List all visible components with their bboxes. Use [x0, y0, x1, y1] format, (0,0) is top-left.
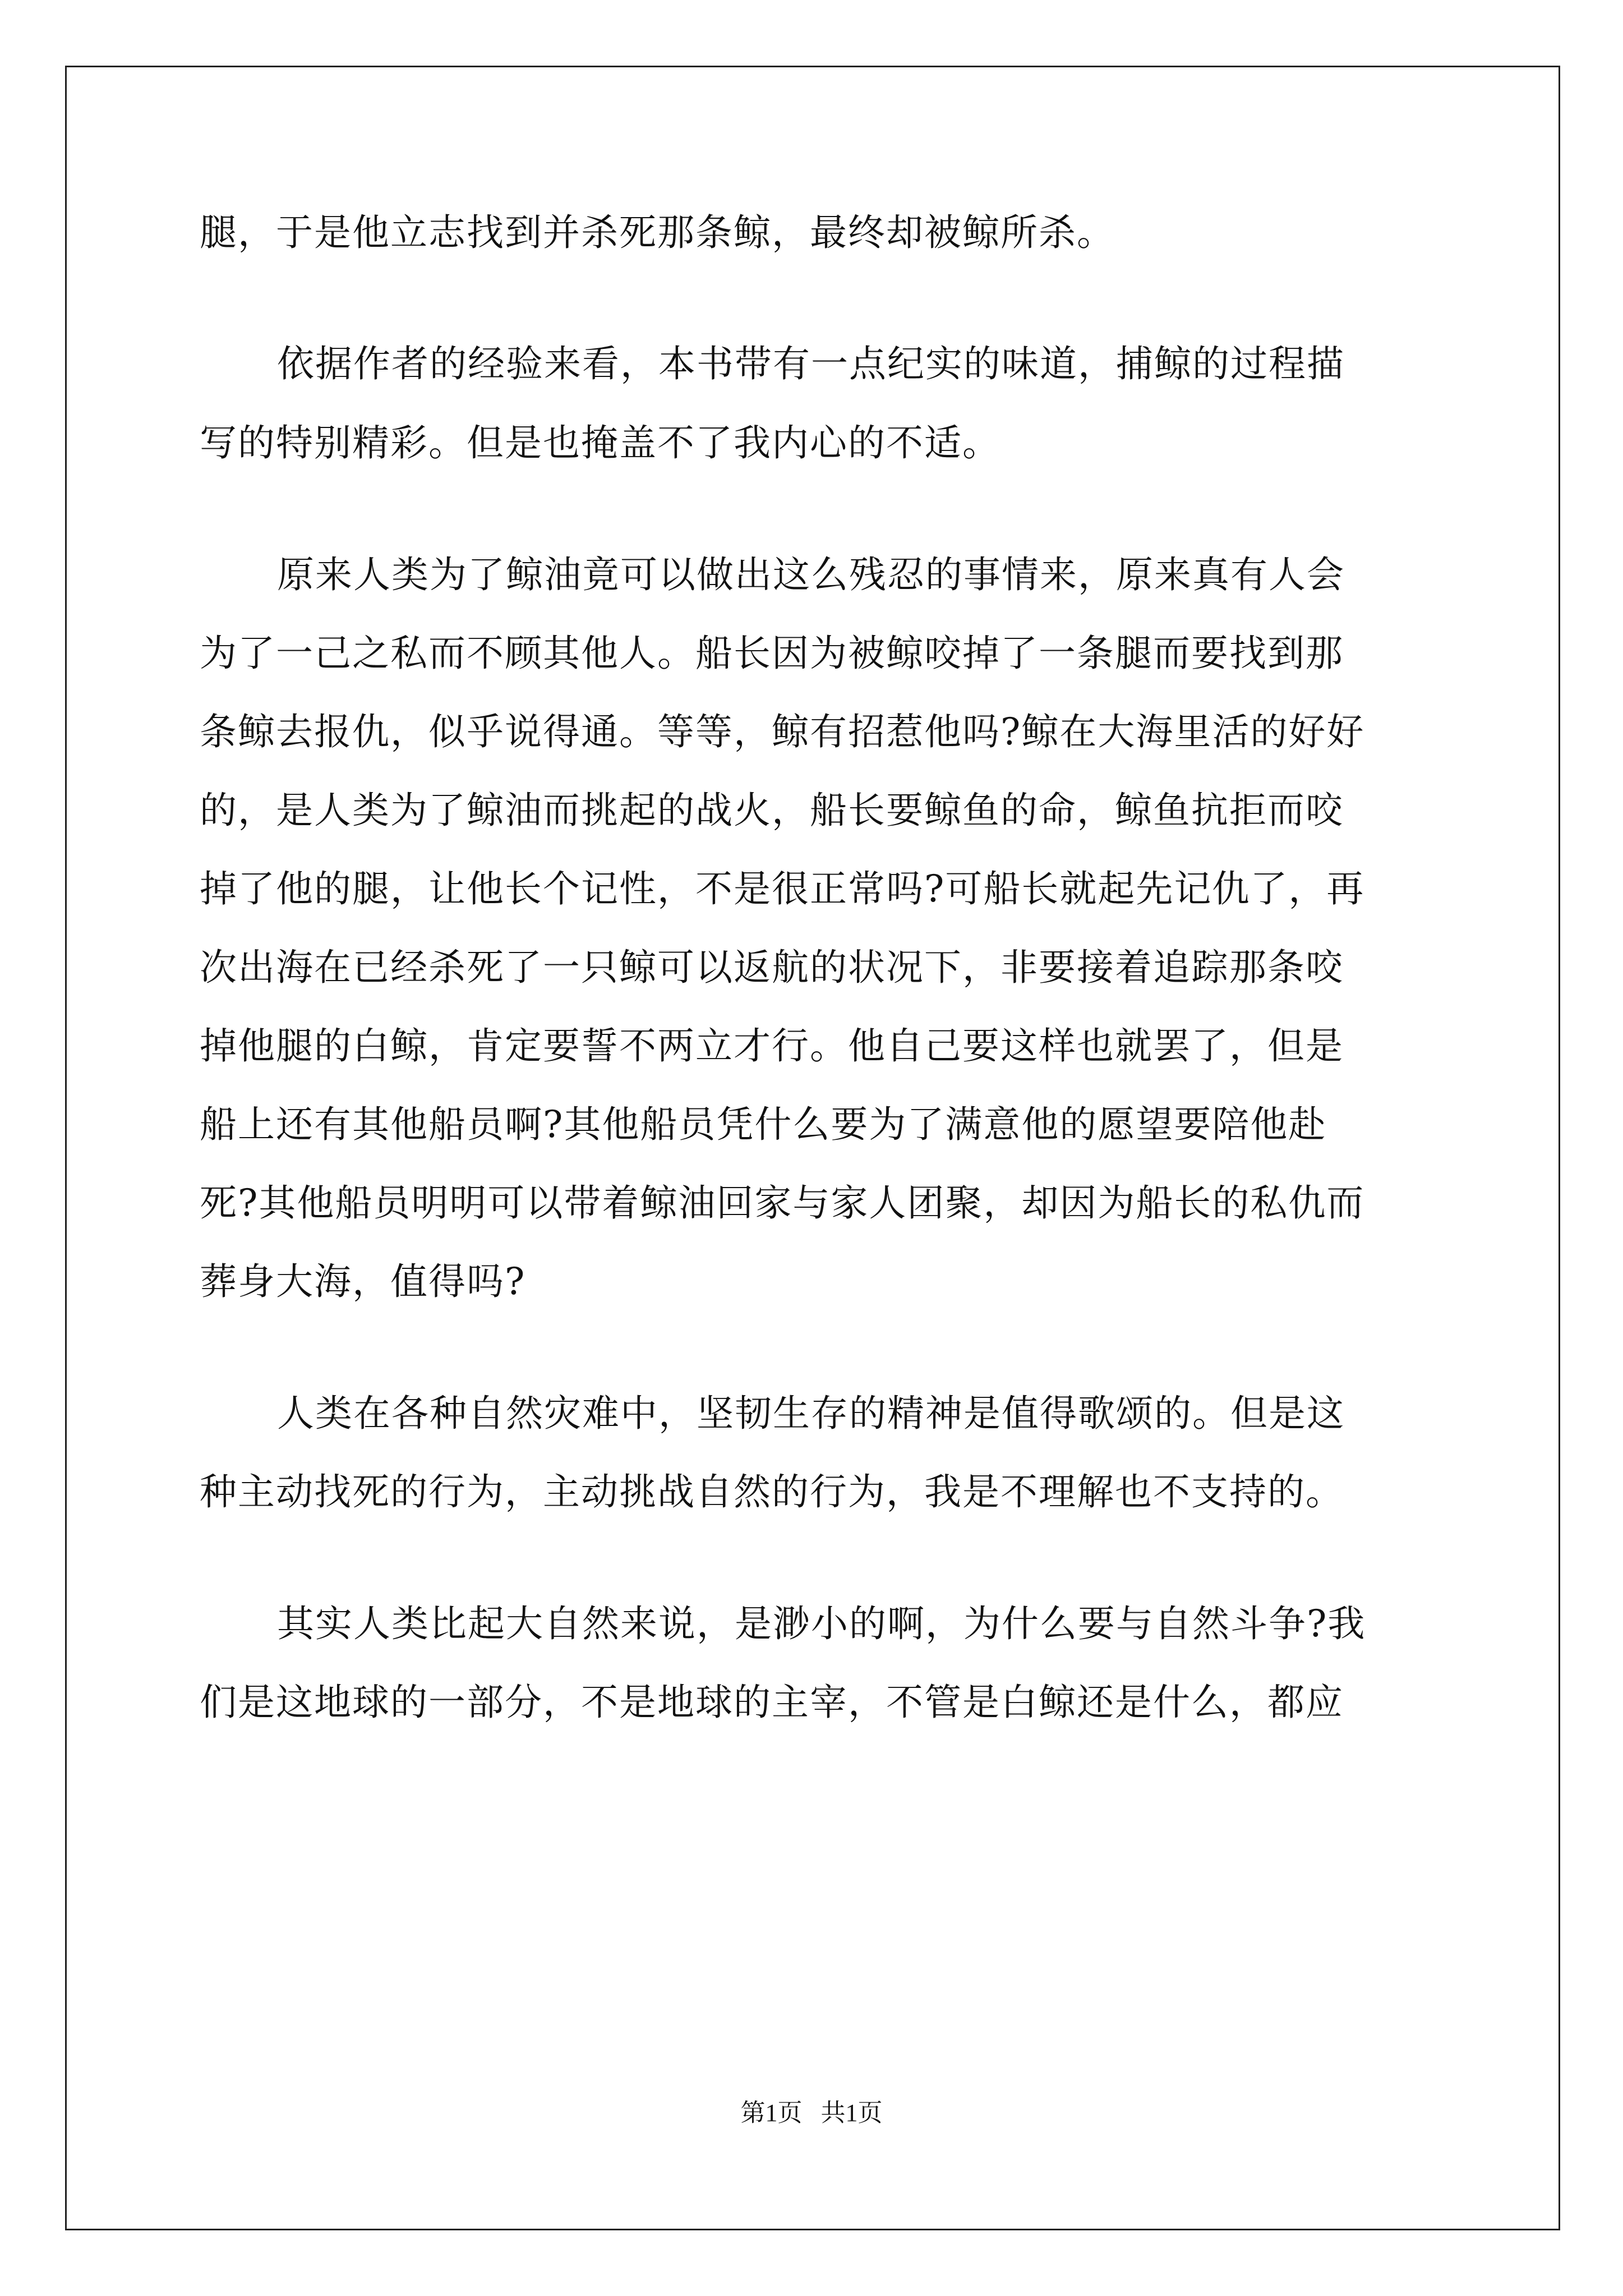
text-line: 葬身大海，值得吗?	[200, 1260, 526, 1303]
text-line: 为了一己之私而不顾其他人。船长因为被鲸咬掉了一条腿而要找到那	[200, 632, 1344, 675]
text-line: 次出海在已经杀死了一只鲸可以返航的状况下，非要接着追踪那条咬	[200, 946, 1344, 989]
text-line: 掉他腿的白鲸，肯定要誓不两立才行。他自己要这样也就罢了，但是	[200, 1024, 1344, 1068]
text-line: 写的特别精彩。但是也掩盖不了我内心的不适。	[200, 421, 1000, 464]
text-line: 腿，于是他立志找到并杀死那条鲸，最终却被鲸所杀。	[200, 211, 1115, 254]
text-line: 条鲸去报仇，似乎说得通。等等，鲸有招惹他吗?鲸在大海里活的好好	[200, 710, 1365, 753]
text-line: 其实人类比起大自然来说，是渺小的啊，为什么要与自然斗争?我	[277, 1602, 1366, 1645]
text-line: 们是这地球的一部分，不是地球的主宰，不管是白鲸还是什么，都应	[200, 1681, 1344, 1724]
text-line: 人类在各种自然灾难中，坚韧生存的精神是值得歌颂的。但是这	[277, 1392, 1345, 1435]
text-line: 船上还有其他船员啊?其他船员凭什么要为了满意他的愿望要陪他赴	[200, 1103, 1327, 1146]
page-number: 第1页 共1页	[740, 2099, 883, 2127]
text-line: 死?其他船员明明可以带着鲸油回家与家人团聚，却因为船长的私仇而	[200, 1181, 1365, 1225]
text-line: 原来人类为了鲸油竟可以做出这么残忍的事情来，原来真有人会	[277, 553, 1345, 596]
text-line: 掉了他的腿，让他长个记性，不是很正常吗?可船长就起先记仇了，再	[200, 867, 1365, 910]
text-line: 种主动找死的行为，主动挑战自然的行为，我是不理解也不支持的。	[200, 1470, 1344, 1513]
text-line: 的，是人类为了鲸油而挑起的战火，船长要鲸鱼的命，鲸鱼抗拒而咬	[200, 789, 1344, 832]
text-line: 依据作者的经验来看，本书带有一点纪实的味道，捕鲸的过程描	[277, 342, 1345, 385]
